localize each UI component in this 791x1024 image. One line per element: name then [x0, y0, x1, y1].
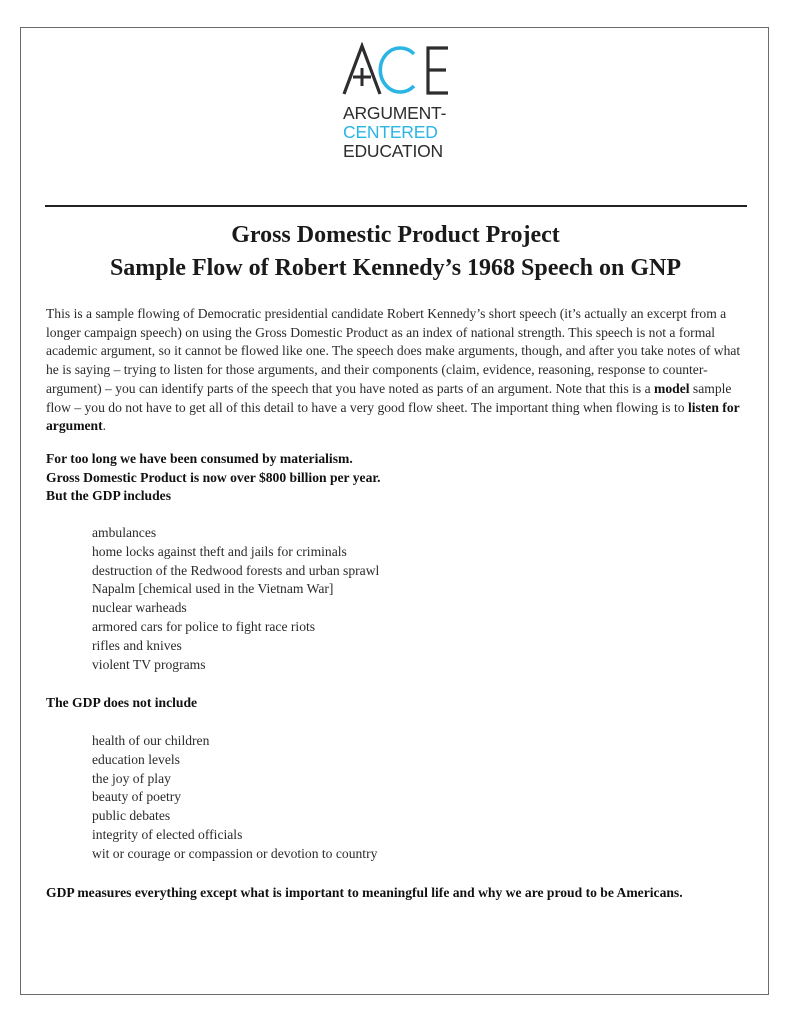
intro-bold-listen: listen for argument — [46, 399, 740, 434]
list-item: destruction of the Redwood forests and urban sprawl — [92, 562, 380, 578]
excludes-list — [92, 732, 377, 864]
intro-bold-model: model — [654, 380, 690, 396]
claims-block — [46, 450, 746, 506]
list-item: wit or courage or compassion or devotion to country — [92, 845, 378, 861]
intro-text-1: This is a sample flowing of Democratic presidential candidate Robert Kennedy’s short speech (it’s actually an excerpt from a longer campaign speech) on using the Gross Domestic Product as an index of national strength. This speech is not a formal academic argument, so it cannot be flowed like one. The speech does make arguments, though, and after you take notes of what he is saying – trying to listen for those arguments, and their components (claim, evidence, reasoning, response to counter-argument) – you can identify parts of the speech that you have noted as parts of an argument. Note that this is a — [46, 306, 741, 396]
list-item: beauty of poetry — [92, 789, 182, 805]
list-item: education levels — [92, 751, 180, 767]
logo-line-education: EDUCATION — [343, 141, 443, 161]
header-divider — [45, 205, 747, 207]
claim-line: For too long we have been consumed by materialism. — [46, 451, 353, 466]
page-title: Gross Domestic Product Project — [231, 222, 560, 248]
intro-paragraph — [46, 305, 751, 436]
list-item: rifles and knives — [92, 637, 182, 653]
list-item: the joy of play — [92, 770, 171, 786]
claim-line: But the GDP includes — [46, 488, 172, 504]
list-item: ambulances — [92, 525, 157, 540]
list-item: Napalm [chemical used in the Vietnam War] — [92, 581, 334, 597]
ace-logo-wordmark — [343, 104, 446, 161]
list-item: armored cars for police to fight race riots — [92, 618, 316, 634]
list-item: integrity of elected officials — [92, 826, 243, 842]
ace-logo-mark — [340, 42, 455, 96]
includes-list — [92, 524, 379, 674]
logo-line-argument: ARGUMENT- — [343, 103, 447, 123]
conclusion-text: GDP measures everything except what is important to meaningful life and why we are proud to be Americans. — [46, 885, 683, 900]
list-item: home locks against theft and jails for criminals — [92, 543, 347, 559]
list-item: public debates — [92, 808, 171, 824]
list-item: nuclear warheads — [92, 600, 187, 616]
list-item: violent TV programs — [92, 656, 206, 672]
not-include-heading: The GDP does not include — [46, 695, 198, 710]
ace-logo — [340, 42, 455, 172]
intro-text-3: . — [102, 418, 107, 434]
claim-line: Gross Domestic Product is now over $800 billion per year. — [46, 469, 381, 485]
intro-text-2: sample flow – you do not have to get all of this detail to have a very good flow sheet. The important thing when flowing is to — [46, 380, 732, 415]
page-subtitle: Sample Flow of Robert Kennedy’s 1968 Speech on GNP — [109, 255, 682, 281]
list-item: health of our children — [92, 733, 210, 748]
logo-line-centered: CENTERED — [343, 122, 438, 142]
